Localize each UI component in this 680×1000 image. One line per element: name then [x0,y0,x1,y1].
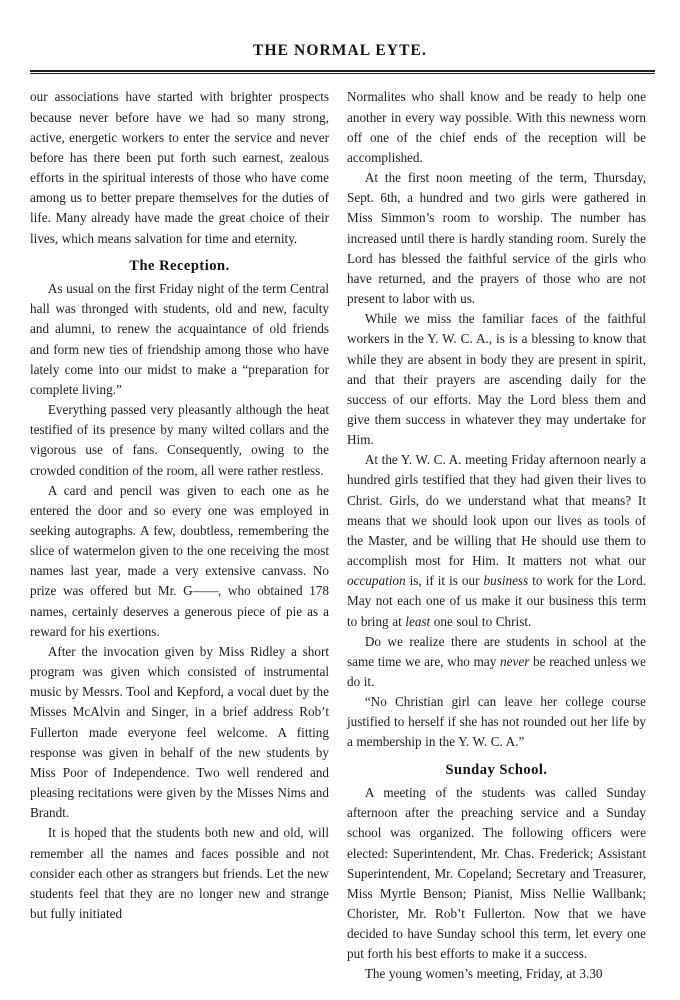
emphasized-text: business [483,573,529,589]
christian-girl-quote-paragraph: “No Christian girl can leave her college course justified to herself if she has not rounded out her life by a membership in the Y. W. C. A.” [347,694,646,750]
card-paragraph-text-after-dash: , who obtained 178 names, certainly deserves a generous piece of pie as a reward for his exertions. [30,583,329,639]
card-and-pencil-paragraph [30,481,329,642]
associations-paragraph: our associations have started with brighter prospects because never before have we had so many strong, active, energetic workers to enter the service and never before has there been put forth such earnest, zealous efforts in the spiritual interests of those who have come among us to better prepare themselves for the duties of life. Many already have made the great choice of their lives, which means salvation for time and eternity. [30,89,329,246]
right-column [347,87,646,984]
ywca-meeting-paragraph: At the Y. W. C. A. meeting Friday afternoon nearly a hundred girls testified that they had given their lives to Christ. Girls, do we understand what that means? It means that we should look upon our lives as tools of the Master, and be willing that He should use them to accomplish most for Him. It matters not what our occupation is, if it is our business to work for the Lord. May not each one of us make it our business this term to bring at least one soul to Christ. [347,452,647,629]
noon-meeting-paragraph: At the first noon meeting of the term, Thursday, Sept. 6th, a hundred and two girls were gathered in Miss Simmon’s room to worship. The number has increased until there is hardly standing room. Surely the Lord has blessed the faithful service of the girls who have returned, and the prayers of those who are not present to labor with us. [347,170,646,307]
header-divider [30,70,655,75]
normalites-paragraph: Normalites who shall know and be ready to help one another in every way possible. With this newness worn off one of the chief ends of the reception will be accomplished. [347,89,646,165]
reception-opening-paragraph: As usual on the first Friday night of the term Central hall was thronged with students, old and new, faculty and alumni, to renew the acquaintance of old friends and form new ties of friendship among those who have lately come into our midst to make a “preparation for complete living.” [30,281,329,397]
emphasized-text: occupation [347,573,406,589]
page-title: THE NORMAL EYTE. [253,42,427,59]
faithful-workers-paragraph: While we miss the familiar faces of the faithful workers in the Y. W. C. A., is is a blessing to know that while they are absent in body they are present in spirit, and that their prayers are ascending daily for the success of our efforts. May the Lord bless them and give them success in whatever they may undertake for Him. [347,311,646,448]
program-paragraph: After the invocation given by Miss Ridley a short program was given which consisted of instrumental music by Messrs. Tool and Kepford, a vocal duet by the Misses McAlvin and Singer, in a brief address Rob’t Fullerton made everyone feel welcome. A fitting response was given in behalf of the new students by Miss Poor of Independence. Two well rendered and pleasing recitations were given by the Misses Nims and Brandt. [30,643,329,821]
header-divider-thin-line [30,73,655,74]
realize-students-paragraph: Do we realize there are students in school at the same time we are, who may never be reached unless we do it. [347,633,647,690]
emphasized-text: never [500,653,530,669]
two-column-layout [30,87,655,984]
redacted-name-dash: —— [192,583,219,599]
hoped-remember-paragraph: It is hoped that the students both new and old, will remember all the names and faces possible and not consider each other as strangers but friends. Let the new students feel that they are no longer new and strange but fully initiated [30,825,329,921]
heat-and-fans-paragraph: Everything passed very pleasantly although the heat testified of its presence by many wilted collars and the vigorous use of fans. Consequently, owing to the crowded condition of the room, all were rather restless. [30,402,329,478]
sunday-school-section-heading: Sunday School. [445,761,548,778]
reception-section-heading: The Reception. [129,257,230,274]
sunday-school-officers-paragraph: A meeting of the students was called Sunday afternoon after the preaching service and a Sunday school was organized. The following officers were elected: Superintendent, Mr. Chas. Frederick; Assistant Superintendent, Mr. Copeland; Secretary and Treasurer, Miss Myrtle Benson; Pianist, Miss Nellie Wallbank; Chorister, Mr. Rob’t Fullerton. Now that we have decided to have Sunday school this term, let every one put forth his best efforts to make it a success. [347,785,646,962]
emphasized-text: least [405,613,431,629]
card-paragraph-text-before-dash: A card and pencil was given to each one as he entered the door and so every one was employed in seeking autographs. A few, doubtless, remembering the slice of watermelon given to the one receiving the most names last year, made a very extensive canvass. No prize was offered but Mr. G [30,482,329,599]
left-column [30,87,329,924]
young-womens-meeting-paragraph: The young women’s meeting, Friday, at 3.30 [364,966,603,982]
